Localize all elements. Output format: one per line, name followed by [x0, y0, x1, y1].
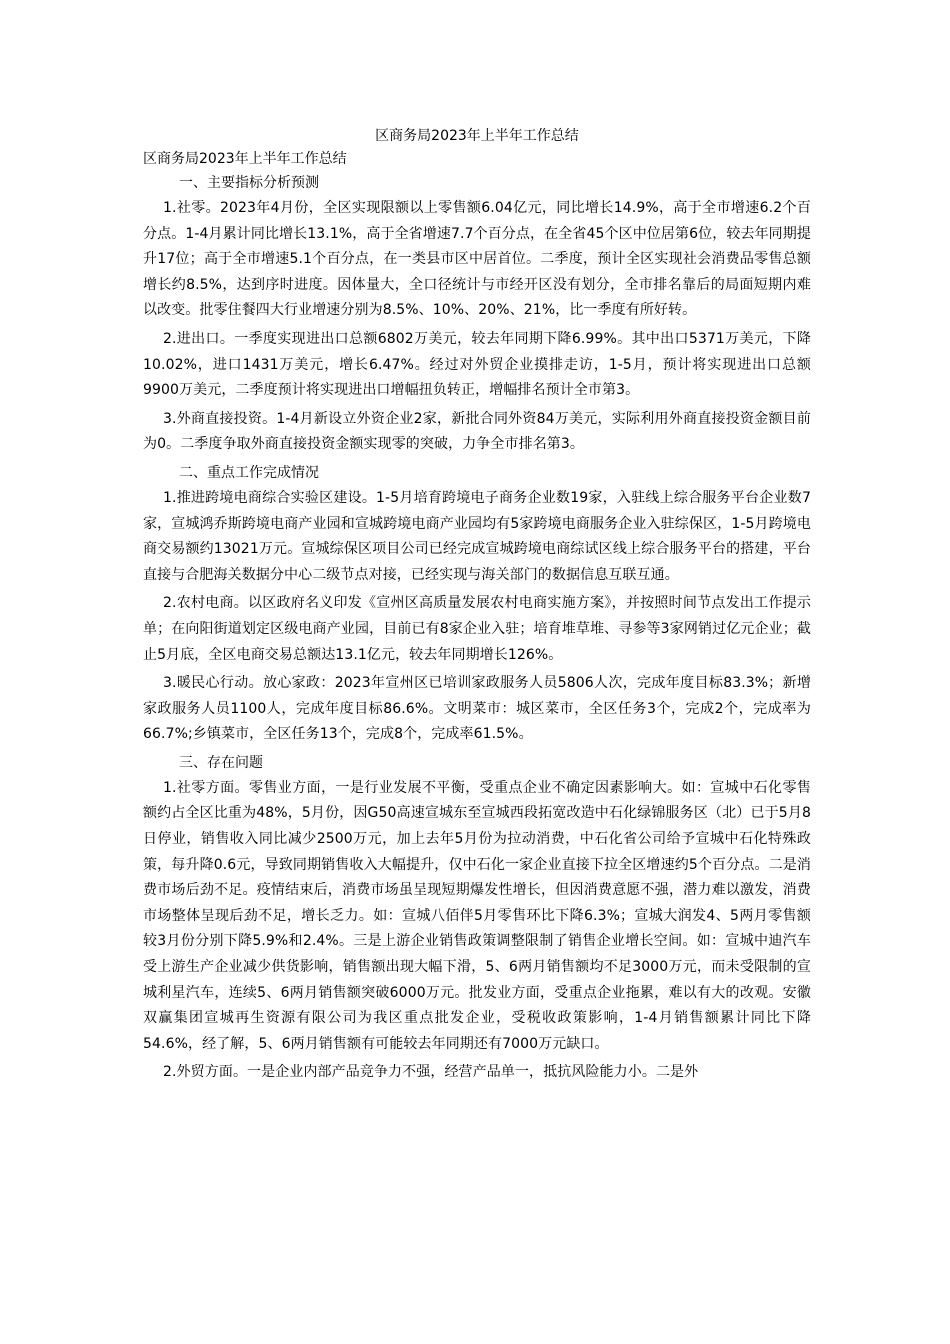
- section-heading: 三、存在问题: [179, 754, 263, 771]
- section-heading: 二、重点工作完成情况: [179, 464, 319, 481]
- paragraph: 3.暖民心行动。放心家政：2023年宣州区已培训家政服务人员5806人次，完成年度目标83.3%；新增家政服务人员1100人，完成年度目标86.6%。文明菜市：城区菜市，全区任务3个，完成2个，完成率为66.7%;乡镇菜市，全区任务13个，完成8个，完成率61.5%。: [143, 675, 811, 743]
- paragraph: 2.进出口。一季度实现进出口总额6802万美元，较去年同期下降6.99%。其中出口5371万美元，下降10.02%，进口1431万美元，增长6.47%。经过对外贸企业摸排走访，1-5月，预计将实现进出口总额9900万美元，二季度预计将实现进出口增幅扭负转正，增幅排名预计全市第3。: [143, 330, 811, 399]
- paragraph: 3.外商直接投资。1-4月新设立外资企业2家，新批合同外资84万美元，实际利用外商直接投资金额目前为0。二季度争取外商直接投资金额实现零的突破，力争全市排名第3。: [143, 410, 811, 453]
- paragraph: 2.外贸方面。一是企业内部产品竞争力不强，经营产品单一，抵抗风险能力小。二是外: [163, 1064, 699, 1081]
- document-title: 区商务局2023年上半年工作总结: [375, 128, 579, 144]
- section-key-work: [143, 461, 811, 748]
- section-problems: [143, 751, 811, 1086]
- section-main-indicators: [143, 171, 811, 458]
- paragraph: 1.社零方面。零售业方面，一是行业发展不平衡，受重点企业不确定因素影响大。如：宣城中石化零售额约占全区比重为48%，5月份，因G50高速宣城东至宣城西段拓宽改造中石化绿锦服务区（北）已于5月8日停业，销售收入同比减少2500万元，加上去年5月份为拉动消费，中石化省公司给予宣城中石化特殊政策，每升降0.6元，导致同期销售收入大幅提升，仅中石化一家企业直接下拉全区增速约5个百分点。二是消费市场后劲不足。疫情结束后，消费市场虽呈现短期爆发性增长，但因消费意愿不强，潜力难以激发，消费市场整体呈现后劲不足，增长乏力。如：宣城八佰伴5月零售环比下降6.3%；宣城大润发4、5两月零售额较3月份分别下降5.9%和2.4%。三是上游企业销售政策调整限制了销售企业增长空间。如：宣城中迪汽车受上游生产企业减少供货影响，销售额出现大幅下滑，5、6两月销售额均不足3000万元，而未受限制的宣城利星汽车，连续5、6两月销售额突破6000万元。批发业方面，受重点企业拖累，难以有大的改观。安徽双赢集团宣城再生资源有限公司为我区重点批发企业，受税收政策影响，1-4月销售额累计同比下降54.6%，经了解，5、6两月销售额有可能较去年同期还有7000万元缺口。: [143, 779, 811, 1052]
- paragraph: 1.社零。2023年4月份，全区实现限额以上零售额6.04亿元，同比增长14.9%，高于全市增速6.2个百分点。1-4月累计同比增长13.1%，高于全省增速7.7个百分点，在全省45个区中位居第6位，较去年同期提升17位；高于全市增速5.1个百分点，在一类县市区中居首位。二季度，预计全区实现社会消费品零售总额增长约8.5%，达到序时进度。因体量大，全口径统计与市经开区没有划分，全市排名靠后的局面短期内难以改变。批零住餐四大行业增速分别为8.5%、10%、20%、21%，比一季度有所好转。: [143, 200, 811, 319]
- document-page: [143, 125, 811, 1089]
- section-heading: 一、主要指标分析预测: [179, 175, 319, 191]
- paragraph: 2.农村电商。以区政府名义印发《宣州区高质量发展农村电商实施方案》，并按照时间节点发出工作提示单；在向阳街道划定区级电商产业园，目前已有8家企业入驻；培育堆草堆、寻参等3家网销过亿元企业；截止5月底，全区电商交易总额达13.1亿元，较去年同期增长126%。: [143, 595, 811, 663]
- document-subtitle: 区商务局2023年上半年工作总结: [143, 151, 347, 167]
- paragraph: 1.推进跨境电商综合实验区建设。1-5月培育跨境电子商务企业数19家，入驻线上综合服务平台企业数7家，宣城鸿乔斯跨境电商产业园和宣城跨境电商产业园均有5家跨境电商服务企业入驻综保区，1-5月跨境电商交易额约13021万元。宣城综保区项目公司已经完成宣城跨境电商综试区线上综合服务平台的搭建，平台直接与合肥海关数据分中心二级节点对接，已经实现与海关部门的数据信息互联互通。: [143, 489, 811, 583]
